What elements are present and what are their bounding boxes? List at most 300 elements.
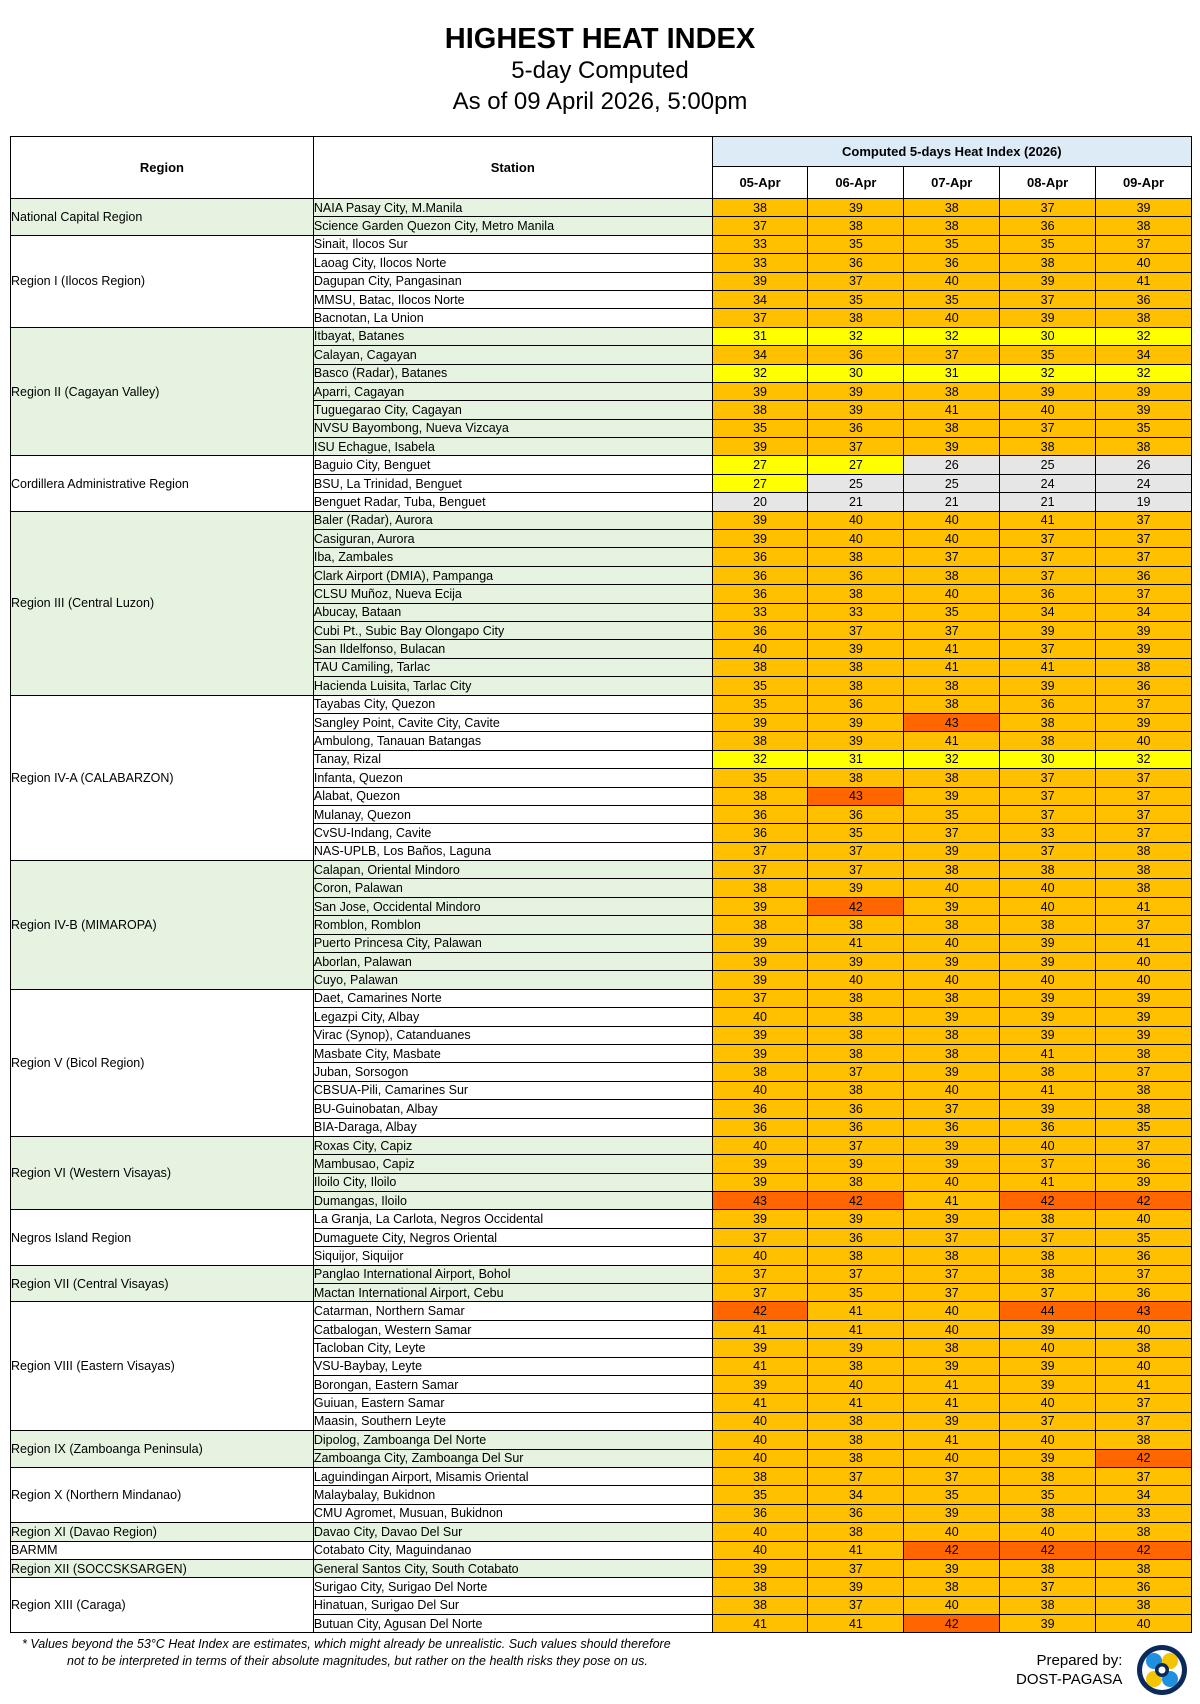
heat-index-value: 37 — [1096, 1412, 1192, 1430]
heat-index-value: 37 — [904, 346, 1000, 364]
heat-index-value: 39 — [712, 1559, 808, 1577]
heat-index-value: 43 — [1096, 1302, 1192, 1320]
heat-index-value: 40 — [904, 1596, 1000, 1614]
heat-index-value: 37 — [1000, 1155, 1096, 1173]
heat-index-value: 38 — [712, 916, 808, 934]
heat-index-body — [11, 199, 1192, 1633]
footnote-line: not to be interpreted in terms of their absolute magnitudes, but rather on the health risks they pose on us. — [67, 1654, 648, 1668]
heat-index-value: 35 — [808, 290, 904, 308]
heat-index-value: 37 — [808, 1063, 904, 1081]
heat-index-value: 37 — [1096, 235, 1192, 253]
station-cell: Daet, Camarines Norte — [313, 989, 712, 1007]
heat-index-value: 38 — [1000, 1247, 1096, 1265]
heat-index-value: 32 — [712, 364, 808, 382]
heat-index-value: 31 — [808, 750, 904, 768]
heat-index-value: 38 — [808, 1431, 904, 1449]
heat-index-value: 39 — [712, 438, 808, 456]
region-cell: Region XIII (Caraga) — [11, 1578, 314, 1633]
heat-index-value: 39 — [1000, 1449, 1096, 1467]
heat-index-value: 41 — [808, 1394, 904, 1412]
heat-index-value: 39 — [712, 1173, 808, 1191]
heat-index-value: 39 — [712, 511, 808, 529]
heat-index-value: 38 — [808, 1173, 904, 1191]
heat-index-value: 34 — [1096, 1486, 1192, 1504]
heat-index-value: 38 — [808, 1081, 904, 1099]
heat-index-value: 37 — [712, 1265, 808, 1283]
heat-index-value: 37 — [808, 1265, 904, 1283]
station-cell: CvSU-Indang, Cavite — [313, 824, 712, 842]
heat-index-value: 39 — [712, 953, 808, 971]
station-cell: Butuan City, Agusan Del Norte — [313, 1615, 712, 1633]
heat-index-value: 37 — [1096, 530, 1192, 548]
station-cell: Tanay, Rizal — [313, 750, 712, 768]
heat-index-value: 39 — [904, 1136, 1000, 1154]
heat-index-value: 38 — [808, 1026, 904, 1044]
table-row — [11, 1136, 1192, 1154]
heat-index-value: 38 — [712, 787, 808, 805]
station-cell: Hacienda Luisita, Tarlac City — [313, 677, 712, 695]
heat-index-value: 37 — [1096, 916, 1192, 934]
heat-index-value: 37 — [904, 1467, 1000, 1485]
region-cell: Region IX (Zamboanga Peninsula) — [11, 1431, 314, 1468]
region-cell: Region VI (Western Visayas) — [11, 1136, 314, 1210]
heat-index-value: 39 — [1000, 934, 1096, 952]
heat-index-value: 35 — [1000, 1486, 1096, 1504]
heat-index-value: 39 — [1000, 1008, 1096, 1026]
heat-index-value: 41 — [808, 934, 904, 952]
heat-index-value: 39 — [808, 1155, 904, 1173]
station-cell: Dumangas, Iloilo — [313, 1192, 712, 1210]
heat-index-value: 40 — [808, 530, 904, 548]
heat-index-value: 42 — [712, 1302, 808, 1320]
heat-index-value: 37 — [1096, 769, 1192, 787]
table-row — [11, 1578, 1192, 1596]
heat-index-value: 33 — [1096, 1504, 1192, 1522]
heat-index-value: 35 — [904, 603, 1000, 621]
heat-index-value: 40 — [1096, 1357, 1192, 1375]
table-row — [11, 1431, 1192, 1449]
heat-index-value: 31 — [712, 327, 808, 345]
heat-index-value: 33 — [1000, 824, 1096, 842]
heat-index-value: 36 — [808, 1118, 904, 1136]
heat-index-value: 37 — [1000, 1228, 1096, 1246]
heat-index-value: 39 — [1000, 309, 1096, 327]
heat-index-value: 39 — [808, 640, 904, 658]
heat-index-value: 40 — [904, 879, 1000, 897]
heat-index-value: 38 — [712, 732, 808, 750]
heat-index-value: 39 — [712, 897, 808, 915]
heat-index-value: 38 — [808, 1449, 904, 1467]
station-cell: Sangley Point, Cavite City, Cavite — [313, 713, 712, 731]
heat-index-value: 38 — [1000, 1467, 1096, 1485]
heat-index-value: 40 — [808, 971, 904, 989]
heat-index-value: 40 — [1096, 953, 1192, 971]
station-cell: General Santos City, South Cotabato — [313, 1559, 712, 1577]
heat-index-value: 38 — [808, 1247, 904, 1265]
heat-index-value: 25 — [1000, 456, 1096, 474]
heat-index-value: 38 — [904, 1339, 1000, 1357]
heat-index-value: 35 — [904, 805, 1000, 823]
heat-index-value: 37 — [904, 1265, 1000, 1283]
station-cell: NVSU Bayombong, Nueva Vizcaya — [313, 419, 712, 437]
station-cell: Mulanay, Quezon — [313, 805, 712, 823]
heat-index-value: 35 — [712, 695, 808, 713]
heat-index-value: 37 — [1096, 1394, 1192, 1412]
station-cell: Maasin, Southern Leyte — [313, 1412, 712, 1430]
heat-index-value: 38 — [1096, 1523, 1192, 1541]
table-row — [11, 1559, 1192, 1577]
heat-index-value: 40 — [1000, 879, 1096, 897]
heat-index-value: 42 — [808, 1192, 904, 1210]
heat-index-value: 39 — [1000, 1026, 1096, 1044]
heat-index-value: 41 — [1000, 1081, 1096, 1099]
station-cell: Catarman, Northern Samar — [313, 1302, 712, 1320]
heat-index-value: 37 — [712, 1228, 808, 1246]
heat-index-value: 37 — [1096, 1467, 1192, 1485]
heat-index-value: 40 — [1000, 971, 1096, 989]
station-cell: Iloilo City, Iloilo — [313, 1173, 712, 1191]
heat-index-value: 40 — [904, 1320, 1000, 1338]
heat-index-value: 36 — [712, 548, 808, 566]
region-column-header: Region — [11, 137, 314, 199]
heat-index-value: 35 — [1000, 346, 1096, 364]
heat-index-value: 41 — [1096, 272, 1192, 290]
station-cell: Borongan, Eastern Samar — [313, 1376, 712, 1394]
heat-index-value: 35 — [1096, 1228, 1192, 1246]
heat-index-value: 37 — [1000, 769, 1096, 787]
heat-index-value: 38 — [1096, 658, 1192, 676]
heat-index-value: 38 — [712, 199, 808, 217]
station-cell: Malaybalay, Bukidnon — [313, 1486, 712, 1504]
heat-index-value: 41 — [1096, 1376, 1192, 1394]
heat-index-value: 38 — [808, 1044, 904, 1062]
heat-index-value: 37 — [1000, 290, 1096, 308]
station-cell: VSU-Baybay, Leyte — [313, 1357, 712, 1375]
station-cell: Infanta, Quezon — [313, 769, 712, 787]
station-cell: Surigao City, Surigao Del Norte — [313, 1578, 712, 1596]
region-cell: Region X (Northern Mindanao) — [11, 1467, 314, 1522]
region-cell: BARMM — [11, 1541, 314, 1559]
station-cell: Cuyo, Palawan — [313, 971, 712, 989]
heat-index-value: 36 — [712, 1118, 808, 1136]
heat-index-value: 37 — [1000, 640, 1096, 658]
heat-index-value: 40 — [1000, 401, 1096, 419]
heat-index-value: 39 — [808, 879, 904, 897]
region-cell: National Capital Region — [11, 199, 314, 236]
heat-index-value: 38 — [904, 1578, 1000, 1596]
station-cell: CLSU Muñoz, Nueva Ecija — [313, 585, 712, 603]
station-cell: Itbayat, Batanes — [313, 327, 712, 345]
heat-index-value: 37 — [808, 842, 904, 860]
heat-index-value: 41 — [808, 1320, 904, 1338]
heat-index-value: 32 — [1000, 364, 1096, 382]
station-cell: Cotabato City, Maguindanao — [313, 1541, 712, 1559]
station-cell: Coron, Palawan — [313, 879, 712, 897]
heat-index-value: 42 — [1096, 1541, 1192, 1559]
heat-index-value: 37 — [1000, 530, 1096, 548]
day-header: 05-Apr — [712, 167, 808, 199]
heat-index-value: 34 — [1096, 346, 1192, 364]
heat-index-value: 36 — [904, 254, 1000, 272]
heat-index-value: 40 — [904, 1302, 1000, 1320]
day-header: 07-Apr — [904, 167, 1000, 199]
heat-index-value: 41 — [1096, 934, 1192, 952]
heat-index-value: 27 — [712, 456, 808, 474]
heat-index-value: 36 — [712, 805, 808, 823]
heat-index-value: 36 — [808, 1100, 904, 1118]
heat-index-value: 39 — [808, 401, 904, 419]
heat-index-value: 40 — [904, 1449, 1000, 1467]
station-cell: BIA-Daraga, Albay — [313, 1118, 712, 1136]
heat-index-table — [10, 136, 1192, 1633]
heat-index-value: 30 — [1000, 750, 1096, 768]
report-header — [0, 22, 1200, 118]
station-cell: La Granja, La Carlota, Negros Occidental — [313, 1210, 712, 1228]
heat-index-value: 27 — [808, 456, 904, 474]
station-cell: Baguio City, Benguet — [313, 456, 712, 474]
heat-index-value: 38 — [808, 916, 904, 934]
heat-index-value: 41 — [904, 732, 1000, 750]
heat-index-value: 36 — [1096, 566, 1192, 584]
station-cell: Clark Airport (DMIA), Pampanga — [313, 566, 712, 584]
heat-index-value: 37 — [1000, 548, 1096, 566]
heat-index-value: 40 — [904, 272, 1000, 290]
station-cell: BU-Guinobatan, Albay — [313, 1100, 712, 1118]
heat-index-value: 38 — [1096, 217, 1192, 235]
region-cell: Region I (Ilocos Region) — [11, 235, 314, 327]
region-cell: Region XII (SOCCSKSARGEN) — [11, 1559, 314, 1577]
heat-index-value: 38 — [808, 309, 904, 327]
heat-index-value: 38 — [1096, 1339, 1192, 1357]
station-cell: Basco (Radar), Batanes — [313, 364, 712, 382]
heat-index-value: 40 — [1000, 1431, 1096, 1449]
heat-index-value: 42 — [1000, 1192, 1096, 1210]
heat-index-value: 32 — [1096, 364, 1192, 382]
heat-index-value: 39 — [1000, 272, 1096, 290]
station-cell: Siquijor, Siquijor — [313, 1247, 712, 1265]
heat-index-value: 37 — [808, 1467, 904, 1485]
heat-index-value: 31 — [904, 364, 1000, 382]
station-cell: Laguindingan Airport, Misamis Oriental — [313, 1467, 712, 1485]
heat-index-value: 33 — [808, 603, 904, 621]
heat-index-value: 36 — [808, 1504, 904, 1522]
station-cell: Roxas City, Capiz — [313, 1136, 712, 1154]
heat-index-value: 39 — [904, 1063, 1000, 1081]
station-cell: Zamboanga City, Zamboanga Del Sur — [313, 1449, 712, 1467]
heat-index-value: 40 — [712, 1247, 808, 1265]
region-cell: Region XI (Davao Region) — [11, 1523, 314, 1541]
heat-index-value: 38 — [1096, 1559, 1192, 1577]
heat-index-value: 39 — [1000, 382, 1096, 400]
heat-index-value: 36 — [808, 695, 904, 713]
region-cell: Negros Island Region — [11, 1210, 314, 1265]
heat-index-value: 33 — [712, 235, 808, 253]
heat-index-value: 33 — [712, 603, 808, 621]
station-cell: Calapan, Oriental Mindoro — [313, 861, 712, 879]
station-cell: San Jose, Occidental Mindoro — [313, 897, 712, 915]
heat-index-value: 41 — [712, 1357, 808, 1375]
heat-index-value: 41 — [712, 1394, 808, 1412]
heat-index-value: 38 — [904, 1026, 1000, 1044]
heat-index-value: 42 — [904, 1541, 1000, 1559]
heat-index-value: 40 — [1096, 732, 1192, 750]
heat-index-value: 38 — [712, 658, 808, 676]
heat-index-value: 35 — [712, 677, 808, 695]
heat-index-value: 40 — [1096, 254, 1192, 272]
heat-index-value: 38 — [904, 419, 1000, 437]
heat-index-value: 38 — [712, 879, 808, 897]
heat-index-value: 36 — [712, 566, 808, 584]
region-cell: Region VII (Central Visayas) — [11, 1265, 314, 1302]
region-cell: Region II (Cagayan Valley) — [11, 327, 314, 456]
heat-index-value: 39 — [712, 971, 808, 989]
heat-index-value: 39 — [904, 1357, 1000, 1375]
station-cell: Dipolog, Zamboanga Del Norte — [313, 1431, 712, 1449]
station-cell: Tayabas City, Quezon — [313, 695, 712, 713]
heat-index-value: 41 — [904, 1431, 1000, 1449]
station-column-header: Station — [313, 137, 712, 199]
heat-index-value: 32 — [808, 327, 904, 345]
heat-index-value: 38 — [1000, 713, 1096, 731]
heat-index-value: 40 — [1000, 1339, 1096, 1357]
heat-index-value: 32 — [1096, 750, 1192, 768]
heat-index-value: 40 — [904, 934, 1000, 952]
heat-index-value: 41 — [1000, 1044, 1096, 1062]
heat-index-value: 35 — [808, 1284, 904, 1302]
heat-index-value: 38 — [808, 1412, 904, 1430]
heat-index-value: 37 — [808, 272, 904, 290]
station-cell: Sinait, Ilocos Sur — [313, 235, 712, 253]
heat-index-value: 38 — [1000, 732, 1096, 750]
heat-index-value: 35 — [1096, 419, 1192, 437]
heat-index-value: 35 — [712, 769, 808, 787]
heat-index-value: 38 — [904, 769, 1000, 787]
heat-index-value: 38 — [1000, 1559, 1096, 1577]
heat-index-value: 38 — [1096, 438, 1192, 456]
heat-index-value: 37 — [1000, 1412, 1096, 1430]
heat-index-value: 41 — [808, 1615, 904, 1633]
station-cell: Dagupan City, Pangasinan — [313, 272, 712, 290]
heat-index-value: 40 — [712, 1449, 808, 1467]
heat-index-value: 37 — [808, 1559, 904, 1577]
heat-index-value: 37 — [712, 861, 808, 879]
station-cell: Abucay, Bataan — [313, 603, 712, 621]
heat-index-value: 19 — [1096, 493, 1192, 511]
heat-index-value: 38 — [808, 989, 904, 1007]
heat-index-value: 37 — [1000, 1284, 1096, 1302]
station-cell: Puerto Princesa City, Palawan — [313, 934, 712, 952]
station-cell: Tuguegarao City, Cagayan — [313, 401, 712, 419]
station-cell: Davao City, Davao Del Sur — [313, 1523, 712, 1541]
heat-index-value: 38 — [1096, 879, 1192, 897]
heat-index-value: 39 — [904, 1412, 1000, 1430]
region-cell: Region IV-B (MIMAROPA) — [11, 861, 314, 990]
heat-index-value: 38 — [1000, 916, 1096, 934]
heat-index-value: 39 — [712, 934, 808, 952]
station-cell: Benguet Radar, Tuba, Benguet — [313, 493, 712, 511]
heat-index-value: 41 — [1000, 658, 1096, 676]
heat-index-value: 36 — [1096, 1155, 1192, 1173]
heat-index-value: 38 — [904, 989, 1000, 1007]
station-cell: BSU, La Trinidad, Benguet — [313, 474, 712, 492]
heat-index-value: 43 — [904, 713, 1000, 731]
heat-index-value: 36 — [712, 621, 808, 639]
heat-index-value: 38 — [1000, 1063, 1096, 1081]
station-cell: Hinatuan, Surigao Del Sur — [313, 1596, 712, 1614]
heat-index-value: 20 — [712, 493, 808, 511]
table-row — [11, 1523, 1192, 1541]
heat-index-value: 36 — [712, 1100, 808, 1118]
heat-index-value: 24 — [1000, 474, 1096, 492]
heat-index-value: 39 — [1096, 621, 1192, 639]
heat-index-value: 37 — [808, 438, 904, 456]
heat-index-value: 36 — [712, 585, 808, 603]
heat-index-value: 39 — [712, 713, 808, 731]
footnote — [22, 1636, 671, 1670]
heat-index-value: 40 — [1000, 1394, 1096, 1412]
heat-index-value: 37 — [904, 1284, 1000, 1302]
page-title: HIGHEST HEAT INDEX — [444, 23, 756, 55]
heat-index-value: 35 — [1096, 1118, 1192, 1136]
heat-index-value: 36 — [1000, 1118, 1096, 1136]
heat-index-value: 39 — [1000, 677, 1096, 695]
station-cell: NAIA Pasay City, M.Manila — [313, 199, 712, 217]
table-row — [11, 327, 1192, 345]
station-cell: MMSU, Batac, Ilocos Norte — [313, 290, 712, 308]
station-cell: TAU Camiling, Tarlac — [313, 658, 712, 676]
heat-index-value: 39 — [1000, 621, 1096, 639]
region-cell: Cordillera Administrative Region — [11, 456, 314, 511]
heat-index-value: 44 — [1000, 1302, 1096, 1320]
heat-index-value: 39 — [904, 1504, 1000, 1522]
station-cell: Baler (Radar), Aurora — [313, 511, 712, 529]
heat-index-value: 37 — [712, 1284, 808, 1302]
heat-index-value: 39 — [1096, 640, 1192, 658]
heat-index-value: 37 — [1096, 1063, 1192, 1081]
heat-index-value: 38 — [904, 217, 1000, 235]
heat-index-value: 35 — [808, 235, 904, 253]
station-cell: Cubi Pt., Subic Bay Olongapo City — [313, 621, 712, 639]
heat-index-value: 40 — [712, 1081, 808, 1099]
heat-index-value: 37 — [712, 989, 808, 1007]
heat-index-value: 40 — [712, 1431, 808, 1449]
heat-index-value: 38 — [904, 1247, 1000, 1265]
heat-index-value: 39 — [1096, 1008, 1192, 1026]
heat-index-value: 40 — [904, 585, 1000, 603]
heat-index-value: 37 — [904, 1228, 1000, 1246]
station-cell: Calayan, Cagayan — [313, 346, 712, 364]
heat-index-value: 38 — [808, 658, 904, 676]
heat-index-value: 38 — [712, 1063, 808, 1081]
station-cell: Juban, Sorsogon — [313, 1063, 712, 1081]
heat-index-value: 37 — [904, 621, 1000, 639]
heat-index-value: 39 — [904, 1559, 1000, 1577]
heat-index-value: 41 — [712, 1615, 808, 1633]
heat-index-value: 40 — [808, 1376, 904, 1394]
heat-index-value: 41 — [904, 1192, 1000, 1210]
heat-index-value: 39 — [904, 1155, 1000, 1173]
heat-index-value: 32 — [1096, 327, 1192, 345]
heat-index-value: 40 — [1000, 1136, 1096, 1154]
heat-index-value: 40 — [808, 511, 904, 529]
heat-index-value: 38 — [712, 1578, 808, 1596]
heat-index-value: 38 — [904, 199, 1000, 217]
heat-index-value: 37 — [808, 1596, 904, 1614]
heat-index-value: 39 — [808, 382, 904, 400]
heat-index-value: 38 — [904, 1044, 1000, 1062]
heat-index-value: 35 — [1000, 235, 1096, 253]
heat-index-value: 37 — [1096, 511, 1192, 529]
